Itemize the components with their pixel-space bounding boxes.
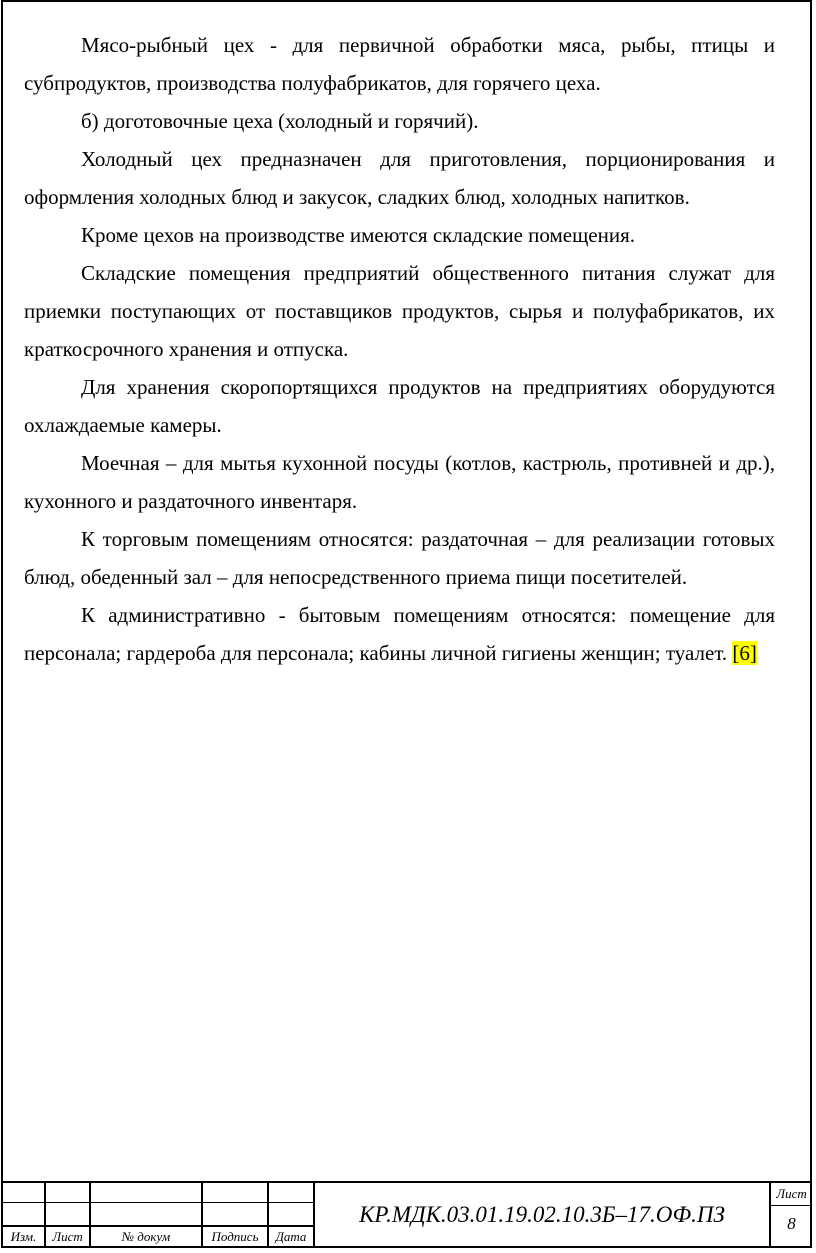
document-code: КР.МДК.03.01.19.02.10.3Б–17.ОФ.ПЗ <box>359 1201 725 1227</box>
stamp-izm-label: Изм. <box>10 1229 37 1244</box>
paragraph-9-text: К административно - бытовым помещениям относятся: помещение для персонала; гардероба для персонала; кабины личной гигиены женщин; туалет. <box>24 603 775 665</box>
paragraph-4: Кроме цехов на производстве имеются складские помещения. <box>81 223 635 247</box>
stamp-list-label: Лист <box>52 1229 83 1244</box>
document-body <box>24 26 775 672</box>
paragraph-2: б) доготовочные цеха (холодный и горячий). <box>81 109 479 133</box>
sheet-label: Лист <box>776 1186 807 1201</box>
stamp-signature-label: Подпись <box>211 1229 259 1244</box>
title-block-stamp <box>1 1181 812 1248</box>
paragraph-8: К торговым помещениям относятся: раздаточная – для реализации готовых блюд, обеденный зал – для непосредственного приема пищи посетителей. <box>24 527 775 589</box>
paragraph-7: Моечная – для мытья кухонной посуды (котлов, кастрюль, противней и др.), кухонного и раздаточного инвентаря. <box>24 451 775 513</box>
stamp-doc-number-label: № докум <box>121 1229 171 1244</box>
sheet-number: 8 <box>787 1214 796 1233</box>
paragraph-5: Складские помещения предприятий общественного питания служат для приемки поступающих от поставщиков продуктов, сырья и полуфабрикатов, их краткосрочного хранения и отпуска. <box>24 261 775 361</box>
reference-highlight: [6] <box>732 641 757 665</box>
paragraph-6: Для хранения скоропортящихся продуктов на предприятиях оборудуются охлаждаемые камеры. <box>24 375 775 437</box>
paragraph-1: Мясо-рыбный цех - для первичной обработки мяса, рыбы, птицы и субпродуктов, производства полуфабрикатов, для горячего цеха. <box>24 33 775 95</box>
stamp-date-label: Дата <box>275 1229 307 1244</box>
paragraph-9 <box>24 596 775 672</box>
paragraph-3: Холодный цех предназначен для приготовления, порционирования и оформления холодных блюд и закусок, сладких блюд, холодных напитков. <box>24 147 775 209</box>
